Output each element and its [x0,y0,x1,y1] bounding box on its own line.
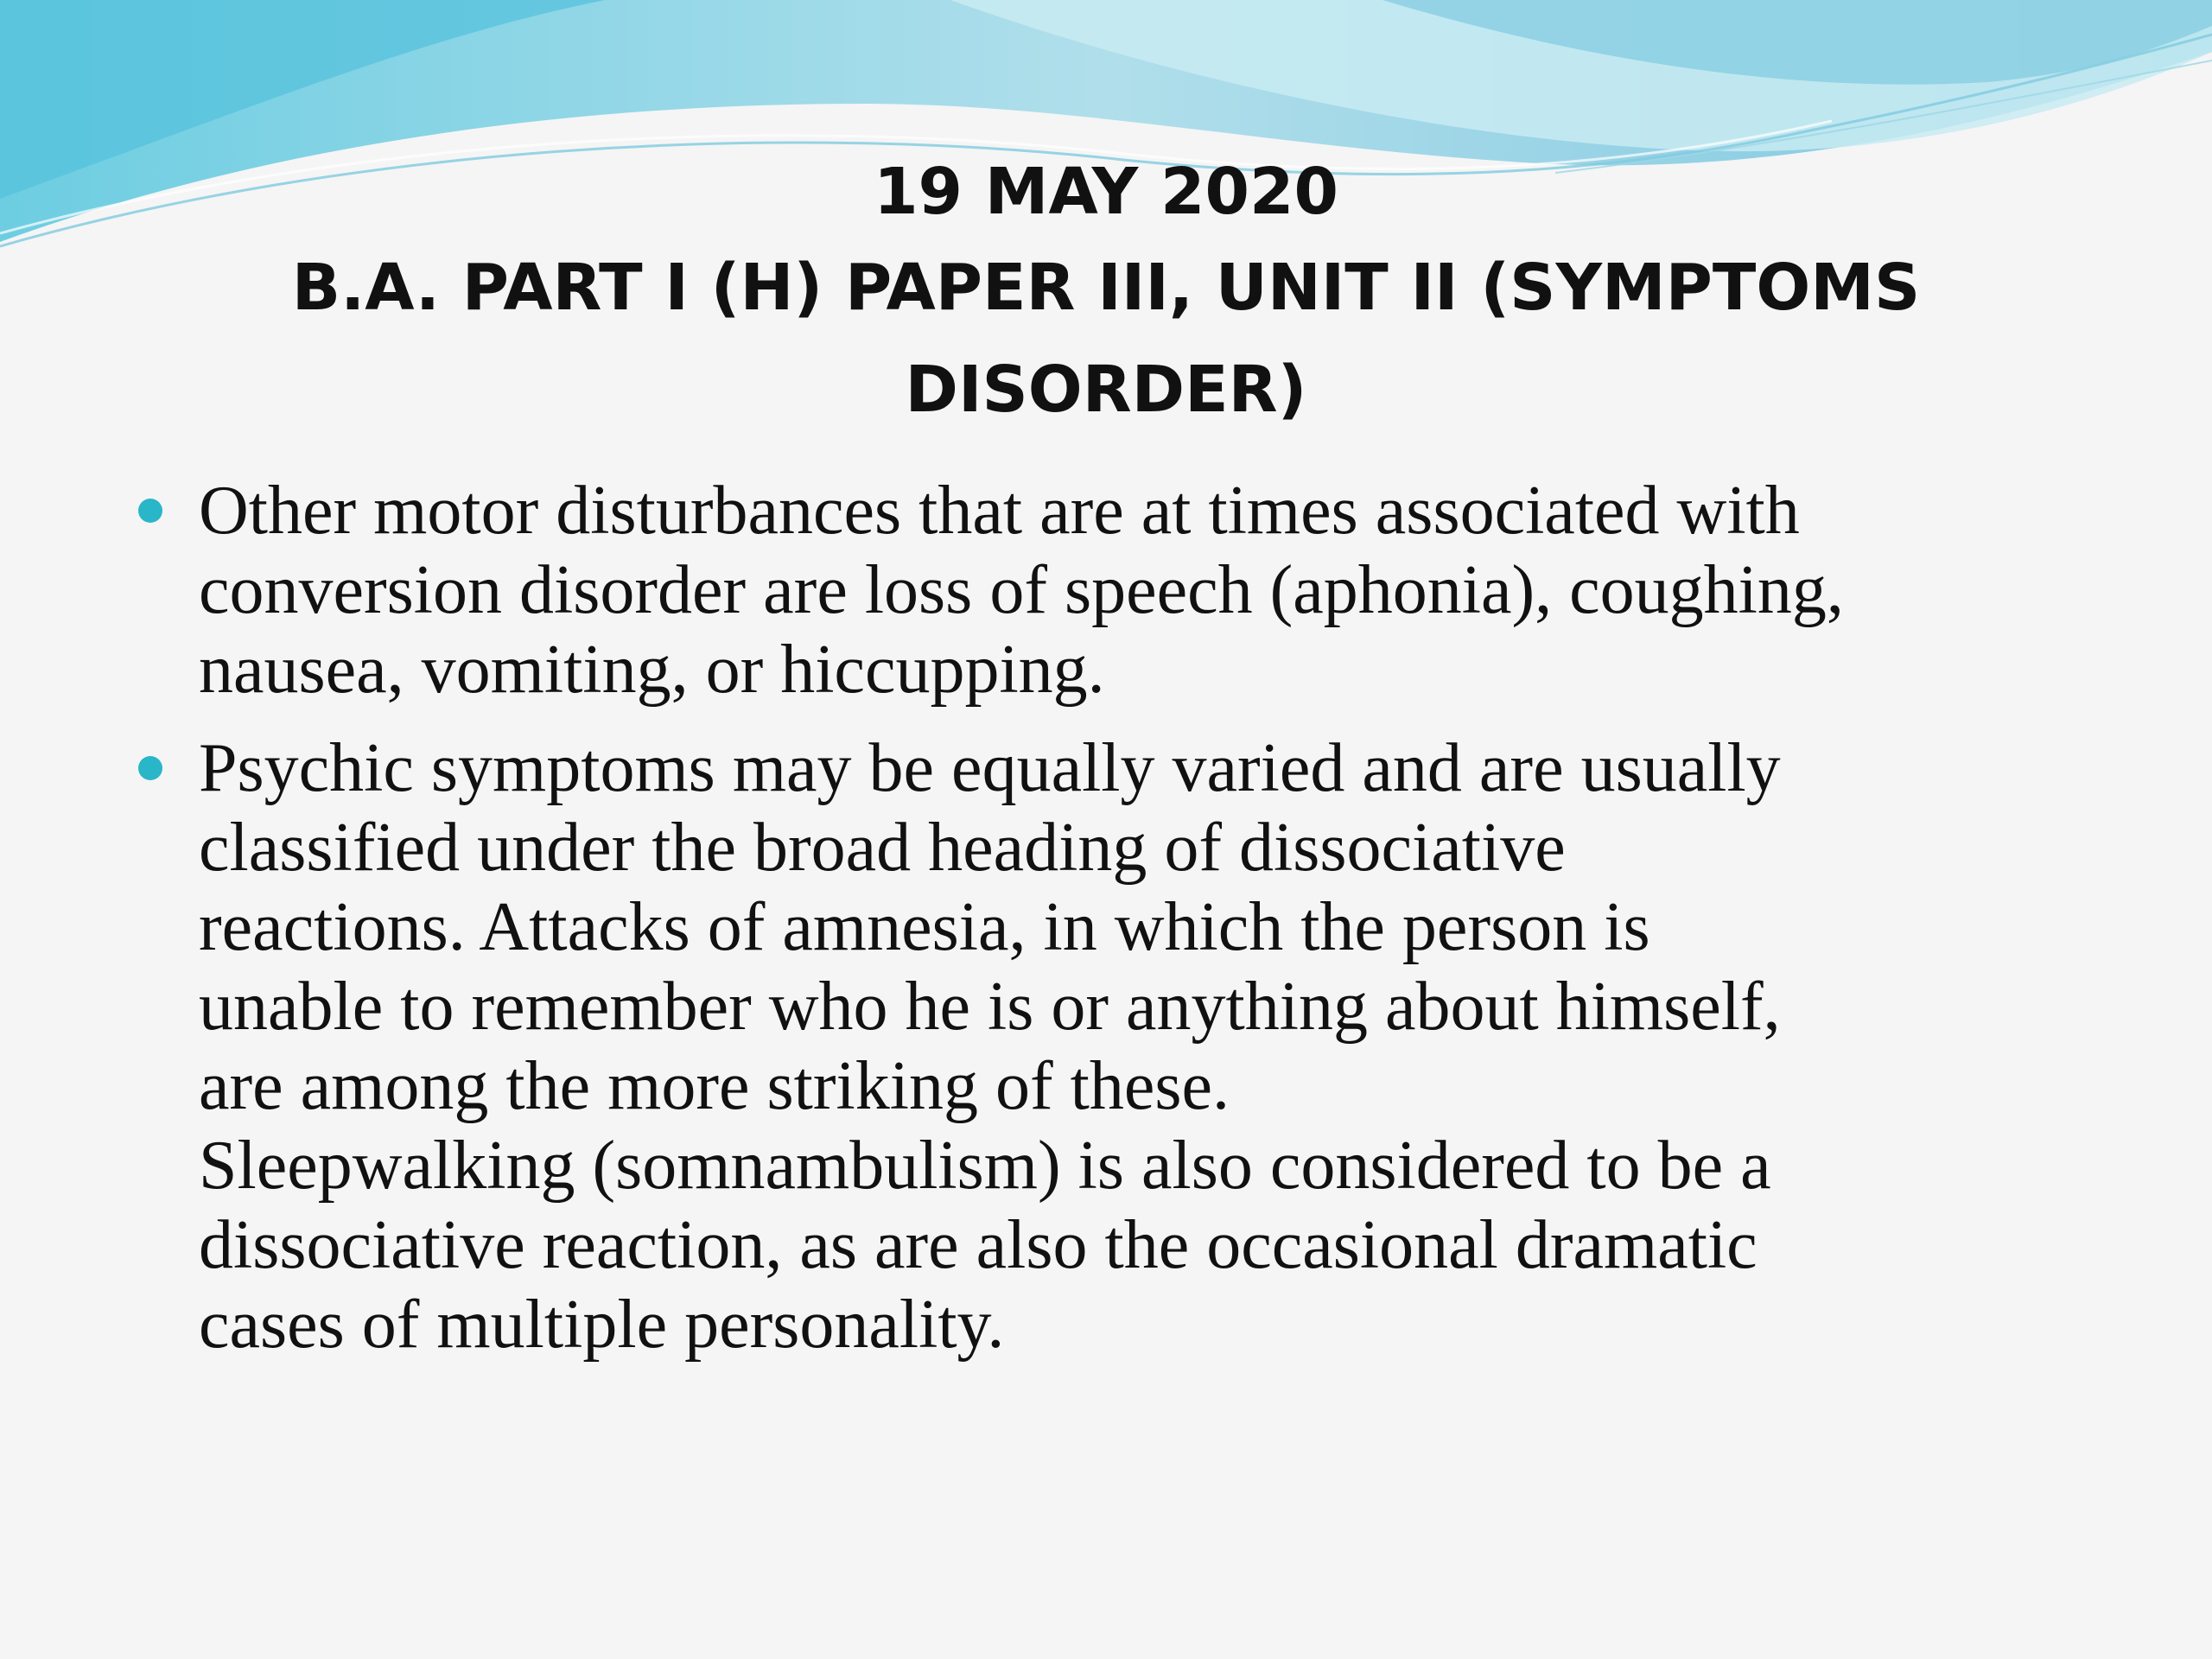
bullet-list [138,471,2108,1383]
bullet-text-line: are among the more striking of these. [199,1048,1230,1124]
bullet-text-line: reactions. Attacks of amnesia, in which the person is [199,889,1650,965]
bullet-item [138,471,2108,709]
title-topic: DISORDER) [905,353,1307,427]
bullet-text-line: Other motor disturbances that are at times associated with [199,473,1800,549]
bullet-text-line: unable to remember who he is or anything about himself, [199,969,1781,1045]
bullet-dot-icon [138,499,162,523]
slide-title [156,147,2056,441]
bullet-text-line: conversion disorder are loss of speech (aphonia), coughing, [199,552,1844,628]
bullet-text-line: nausea, vomiting, or hiccupping. [199,632,1105,708]
title-course: B.A. PART I (H) PAPER III, UNIT II (SYMPTOMS [291,251,1921,325]
bullet-text-line: cases of multiple personality. [199,1287,1005,1363]
bullet-text-line: Sleepwalking (somnambulism) is also considered to be a [199,1128,1771,1204]
bullet-dot-icon [138,756,162,780]
bullet-item [138,728,2108,1364]
bullet-text-line: dissociative reaction, as are also the occasional dramatic [199,1207,1758,1283]
title-date: 19 MAY 2020 [874,155,1338,229]
bullet-text-line: Psychic symptoms may be equally varied and are usually [199,730,1781,806]
bullet-text-line: classified under the broad heading of dissociative [199,810,1566,886]
